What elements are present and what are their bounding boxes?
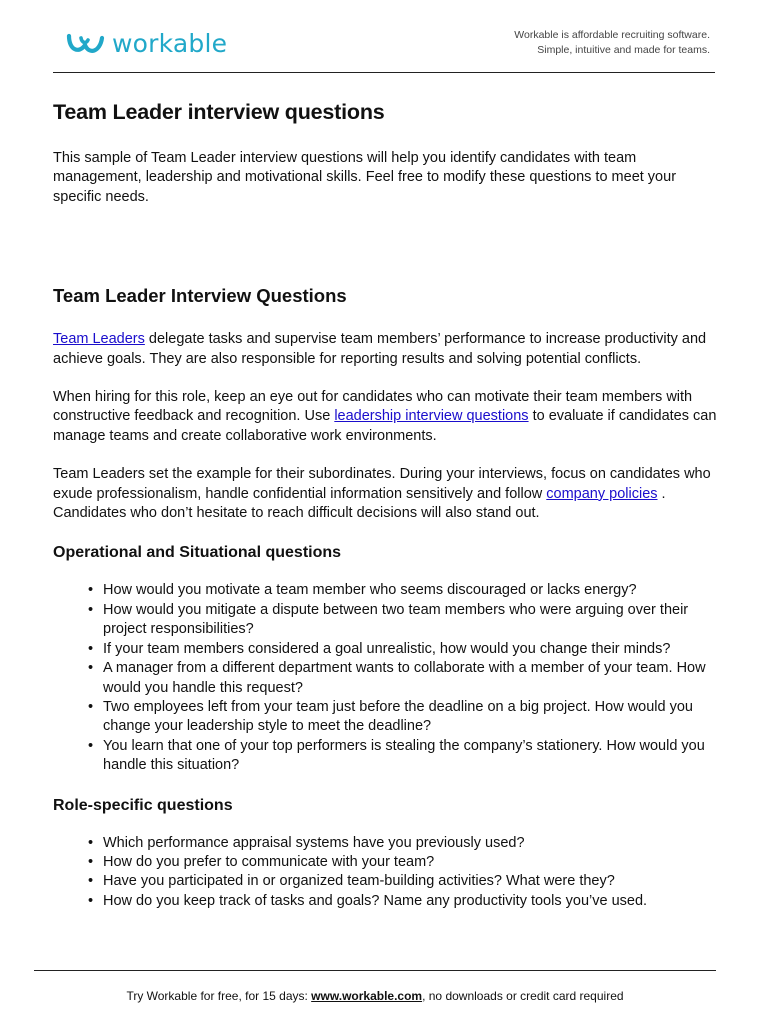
list-item: • If your team members considered a goal unrealistic, how would you change their minds? [53,640,719,659]
workable-website-link[interactable]: www.workable.com [311,989,423,1003]
workable-logo[interactable] [66,30,227,58]
list-item: • You learn that one of your top performers is stealing the company’s stationery. How would you handle this situation? [53,737,719,776]
paragraph-2-text-after: to evaluate if candidates can manage teams and create collaborative work environments. [53,408,717,444]
operational-list [53,581,719,775]
logo-text: workable [112,29,228,58]
paragraph-3 [53,465,719,523]
header-divider [53,72,715,73]
paragraph-3-text-before: Team Leaders set the example for their subordinates. During your interviews, focus on candidates who exude professionalism, handle confidential information sensitively and follow [53,466,711,502]
page-footer [0,988,750,1004]
role-specific-heading: Role-specific questions [53,796,233,814]
footer-text-before: Try Workable for free, for 15 days: [126,989,312,1003]
paragraph-1-text: delegate tasks and supervise team members’ performance to increase productivity and achieve goals. They are also responsible for reporting results and solving potential conflicts. [53,331,707,367]
team-leaders-link[interactable]: Team Leaders [53,331,145,348]
intro-paragraph: This sample of Team Leader interview questions will help you identify candidates with team management, leadership and motivational skills. Feel free to modify these questions to meet your specific needs. [53,150,677,205]
workable-logo-icon [66,30,106,58]
leadership-questions-link[interactable]: leadership interview questions [334,408,529,425]
tagline [514,28,710,58]
document-body [53,97,719,930]
page-title: Team Leader interview questions [53,100,385,124]
role-specific-list [53,834,719,912]
footer-divider [34,970,716,971]
list-item: • Have you participated in or organized team-building activities? What were they? [53,872,719,891]
list-item: • A manager from a different department wants to collaborate with a member of your team. How would you handle this request? [53,659,719,698]
list-item: • How do you keep track of tasks and goals? Name any productivity tools you’ve used. [53,892,719,911]
list-item: • How would you mitigate a dispute between two team members who were arguing over their project responsibilities? [53,601,719,640]
operational-heading: Operational and Situational questions [53,544,342,562]
company-policies-link[interactable]: company policies [546,485,658,502]
section-heading: Team Leader Interview Questions [53,285,347,307]
paragraph-2 [53,388,719,446]
list-item: • How would you motivate a team member who seems discouraged or lacks energy? [53,581,719,600]
page-header [53,22,715,72]
tagline-line-2: Simple, intuitive and made for teams. [537,44,710,56]
paragraph-3-text-after: . Candidates who don’t hesitate to reach difficult decisions will also stand out. [53,485,666,522]
list-item: • Two employees left from your team just before the deadline on a big project. How would you change your leadership style to meet the deadline? [53,698,719,737]
footer-text-after: , no downloads or credit card required [422,989,624,1003]
tagline-brand: Workable [514,29,559,41]
paragraph-2-text-before: When hiring for this role, keep an eye out for candidates who can motivate their team members with constructive feedback and recognition. Use [53,389,693,425]
tagline-line-1 [514,28,710,43]
tagline-line-1-text: is affordable recruiting software. [558,29,710,41]
list-item: • Which performance appraisal systems have you previously used? [53,834,719,853]
list-item: • How do you prefer to communicate with your team? [53,853,719,872]
paragraph-1 [53,330,719,369]
